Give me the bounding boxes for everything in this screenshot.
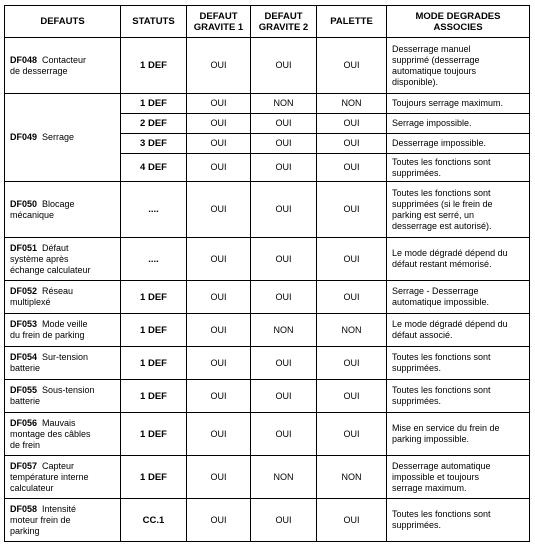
fault-label: montage des câbles <box>10 428 91 439</box>
header-defauts <box>5 6 121 38</box>
gravite-1-cell: OUI <box>187 114 251 134</box>
header-gravite-2 <box>251 6 317 38</box>
gravite-1-cell: OUI <box>187 182 251 238</box>
gravite-2-cell: NON <box>251 94 317 114</box>
status-cell: 1 DEF <box>121 38 187 94</box>
table-row <box>5 94 530 114</box>
table-row <box>5 347 530 380</box>
table-row <box>5 281 530 314</box>
status-cell: 4 DEF <box>121 154 187 182</box>
fault-code: DF049 <box>10 132 38 142</box>
header-gravite-1 <box>187 6 251 38</box>
fault-label: Sous-tension <box>42 385 95 395</box>
fault-code: DF056 <box>10 417 38 428</box>
mode-cell <box>387 94 530 114</box>
fault-label: calculateur <box>10 482 54 493</box>
gravite-1-cell: OUI <box>187 238 251 281</box>
mode-text: supprimées. <box>392 363 442 373</box>
table-row <box>5 413 530 456</box>
mode-cell <box>387 380 530 413</box>
header-palette-label: PALETTE <box>330 16 373 27</box>
mode-cell <box>387 281 530 314</box>
table-row <box>5 380 530 413</box>
palette-cell: OUI <box>317 413 387 456</box>
fault-code: DF051 <box>10 242 38 253</box>
fault-label: Mode veille <box>42 319 88 329</box>
palette-cell: OUI <box>317 114 387 134</box>
palette-cell: OUI <box>317 38 387 94</box>
fault-label: Capteur <box>42 460 75 471</box>
status-cell: 3 DEF <box>121 134 187 154</box>
gravite-2-cell: OUI <box>251 134 317 154</box>
mode-text: Toutes les fonctions sont <box>392 352 491 362</box>
mode-text: parking est serré, un <box>392 209 475 220</box>
header-gravite-2-line-2: GRAVITE 2 <box>258 21 309 33</box>
status-cell: .... <box>121 238 187 281</box>
header-statuts <box>121 6 187 38</box>
fault-cell <box>5 499 121 542</box>
fault-label: batterie <box>10 396 41 406</box>
gravite-1-cell: OUI <box>187 94 251 114</box>
mode-text: automatique impossible. <box>392 297 490 307</box>
mode-text: supprimées (si le frein de <box>392 198 493 209</box>
gravite-2-cell: OUI <box>251 114 317 134</box>
fault-cell <box>5 347 121 380</box>
status-cell: 1 DEF <box>121 94 187 114</box>
fault-label: Intensité <box>42 503 77 514</box>
header-gravite-1-line-2: GRAVITE 1 <box>193 21 244 33</box>
gravite-1-cell: OUI <box>187 499 251 542</box>
fault-label: du frein de parking <box>10 330 85 340</box>
palette-cell: OUI <box>317 238 387 281</box>
mode-cell <box>387 182 530 238</box>
fault-code: DF050 <box>10 198 38 209</box>
header-mode-line-1: MODE DEGRADES <box>415 10 501 22</box>
header-row <box>5 6 530 38</box>
fault-code: DF057 <box>10 460 38 471</box>
palette-cell: NON <box>317 94 387 114</box>
gravite-1-cell: OUI <box>187 413 251 456</box>
fault-label: de frein <box>10 439 41 450</box>
palette-cell: OUI <box>317 134 387 154</box>
gravite-2-cell: OUI <box>251 380 317 413</box>
mode-text: Desserrage impossible. <box>392 138 487 148</box>
mode-text: Toutes les fonctions sont <box>392 156 491 167</box>
fault-label: Réseau <box>42 286 74 296</box>
mode-text: Toutes les fonctions sont <box>392 385 491 395</box>
gravite-1-cell: OUI <box>187 380 251 413</box>
mode-text: Toujours serrage maximum. <box>392 98 504 108</box>
palette-cell: OUI <box>317 182 387 238</box>
mode-text: supprimées. <box>392 396 442 406</box>
mode-cell <box>387 134 530 154</box>
fault-label: batterie <box>10 363 41 373</box>
gravite-2-cell: OUI <box>251 154 317 182</box>
gravite-2-cell: OUI <box>251 499 317 542</box>
status-cell: 1 DEF <box>121 347 187 380</box>
mode-cell <box>387 499 530 542</box>
fault-label: mécanique <box>10 209 55 220</box>
header-palette <box>317 6 387 38</box>
gravite-2-cell: NON <box>251 314 317 347</box>
gravite-2-cell: OUI <box>251 238 317 281</box>
status-cell: 1 DEF <box>121 314 187 347</box>
mode-text: supprimées. <box>392 520 442 530</box>
mode-text: Serrage - Desserrage <box>392 286 479 296</box>
mode-text: Le mode dégradé dépend du <box>392 319 508 329</box>
mode-text: Toutes les fonctions sont <box>392 509 491 519</box>
mode-cell <box>387 238 530 281</box>
gravite-2-cell: OUI <box>251 182 317 238</box>
mode-text: Mise en service du frein de <box>392 423 500 433</box>
table-row <box>5 499 530 542</box>
header-mode-line-2: ASSOCIES <box>433 21 483 33</box>
status-cell: 1 DEF <box>121 413 187 456</box>
table-row <box>5 314 530 347</box>
fault-label: Contacteur <box>42 54 87 65</box>
fault-cell <box>5 413 121 456</box>
status-cell: CC.1 <box>121 499 187 542</box>
fault-code: DF048 <box>10 54 38 65</box>
table-row <box>5 456 530 499</box>
fault-label: Mauvais <box>42 417 76 428</box>
fault-label: de desserrage <box>10 65 68 76</box>
fault-label: température interne <box>10 471 89 482</box>
fault-label: Blocage <box>42 198 75 209</box>
gravite-1-cell: OUI <box>187 314 251 347</box>
status-cell: .... <box>121 182 187 238</box>
mode-cell <box>387 347 530 380</box>
palette-cell: OUI <box>317 154 387 182</box>
fault-code: DF055 <box>10 385 38 395</box>
fault-label: Sur-tension <box>42 352 89 362</box>
header-gravite-1-line-1: DEFAUT <box>199 10 238 22</box>
palette-cell: OUI <box>317 499 387 542</box>
palette-cell: OUI <box>317 347 387 380</box>
status-cell: 1 DEF <box>121 281 187 314</box>
gravite-2-cell: OUI <box>251 38 317 94</box>
fault-cell <box>5 238 121 281</box>
mode-text: supprimées. <box>392 167 442 178</box>
palette-cell: NON <box>317 456 387 499</box>
mode-text: automatique toujours <box>392 65 477 76</box>
mode-text: impossible et toujours <box>392 471 480 482</box>
gravite-2-cell: OUI <box>251 413 317 456</box>
gravite-2-cell: NON <box>251 456 317 499</box>
gravite-1-cell: OUI <box>187 154 251 182</box>
fault-cell <box>5 182 121 238</box>
fault-label: système après <box>10 253 69 264</box>
fault-label: Serrage <box>42 132 75 142</box>
fault-code: DF052 <box>10 286 38 296</box>
palette-cell: NON <box>317 314 387 347</box>
mode-text: Toutes les fonctions sont <box>392 187 491 198</box>
gravite-1-cell: OUI <box>187 38 251 94</box>
fault-label: Défaut <box>42 242 69 253</box>
status-cell: 1 DEF <box>121 380 187 413</box>
palette-cell: OUI <box>317 281 387 314</box>
gravite-1-cell: OUI <box>187 347 251 380</box>
fault-code: DF058 <box>10 503 38 514</box>
header-defauts-label: DEFAUTS <box>40 16 85 27</box>
mode-text: Serrage impossible. <box>392 118 472 128</box>
mode-cell <box>387 154 530 182</box>
mode-text: Le mode dégradé dépend du <box>392 248 508 258</box>
fault-label: multiplexé <box>10 297 51 307</box>
faults-table <box>4 5 530 542</box>
table-row <box>5 182 530 238</box>
header-gravite-2-line-1: DEFAUT <box>264 10 303 22</box>
mode-text: Desserrage automatique <box>392 460 491 471</box>
gravite-1-cell: OUI <box>187 134 251 154</box>
mode-cell <box>387 38 530 94</box>
fault-cell <box>5 314 121 347</box>
fault-cell <box>5 38 121 94</box>
mode-cell <box>387 456 530 499</box>
fault-label: échange calculateur <box>10 264 91 275</box>
gravite-1-cell: OUI <box>187 456 251 499</box>
mode-text: défaut restant mémorisé. <box>392 259 492 269</box>
mode-text: parking impossible. <box>392 434 470 444</box>
fault-label: moteur frein de <box>10 514 71 525</box>
mode-text: disponible). <box>392 76 439 87</box>
header-mode <box>387 6 530 38</box>
fault-label: parking <box>10 525 40 536</box>
status-cell: 2 DEF <box>121 114 187 134</box>
header-statuts-label: STATUTS <box>132 16 175 27</box>
mode-text: supprimé (desserrage <box>392 54 480 65</box>
gravite-1-cell: OUI <box>187 281 251 314</box>
fault-cell <box>5 281 121 314</box>
mode-cell <box>387 413 530 456</box>
table-row <box>5 38 530 94</box>
mode-text: Desserrage manuel <box>392 43 471 54</box>
fault-cell <box>5 380 121 413</box>
mode-text: serrage maximum. <box>392 482 467 493</box>
status-cell: 1 DEF <box>121 456 187 499</box>
gravite-2-cell: OUI <box>251 281 317 314</box>
palette-cell: OUI <box>317 380 387 413</box>
fault-code: DF054 <box>10 352 38 362</box>
mode-text: défaut associé. <box>392 330 453 340</box>
mode-cell <box>387 314 530 347</box>
table-row <box>5 238 530 281</box>
fault-cell <box>5 94 121 182</box>
gravite-2-cell: OUI <box>251 347 317 380</box>
fault-cell <box>5 456 121 499</box>
mode-cell <box>387 114 530 134</box>
mode-text: desserrage est autorisé). <box>392 220 492 231</box>
fault-code: DF053 <box>10 319 38 329</box>
